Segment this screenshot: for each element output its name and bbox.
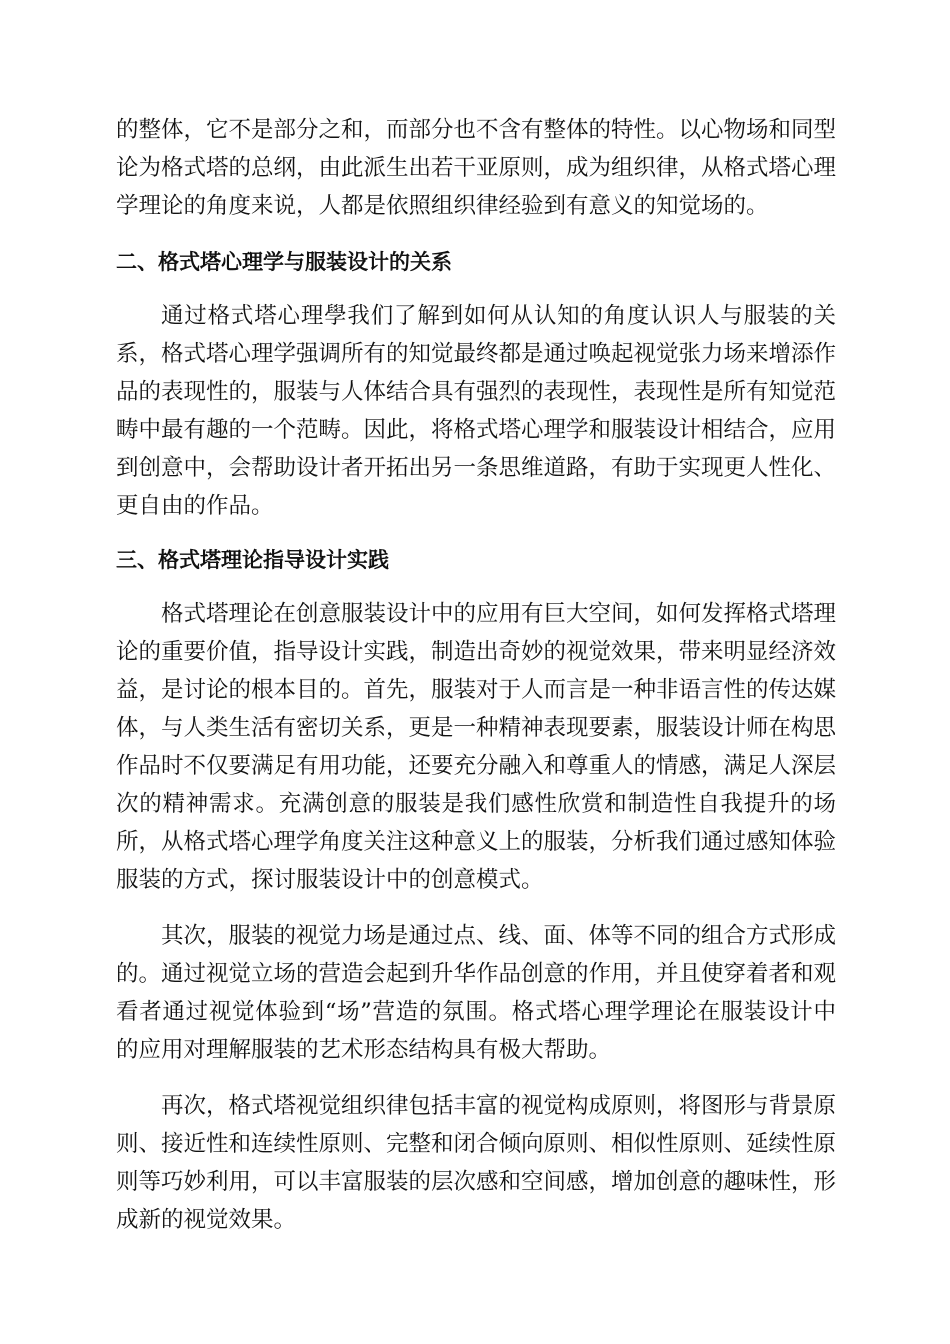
section-two-line-4: 畴中最有趣的一个范畴。因此，将格式塔心理学和服装设计相结合，应用 xyxy=(116,417,837,443)
section-three-p1-line-8: 服装的方式，探讨服装设计中的创意模式。 xyxy=(116,867,544,893)
section-three-p3-line-2: 则、接近性和连续性原则、完整和闭合倾向原则、相似性原则、延续性原 xyxy=(116,1131,837,1157)
section-three-p3-line-1: 再次，格式塔视觉组织律包括丰富的视觉构成原则，将图形与背景原 xyxy=(161,1093,837,1119)
section-three-p2-line-3: 看者通过视觉体验到“场”营造的氛围。格式塔心理学理论在服装设计中 xyxy=(116,999,836,1025)
section-three-p2-line-1: 其次，服装的视觉力场是通过点、线、面、体等不同的组合方式形成 xyxy=(161,923,837,949)
section-three-p1-line-2: 论的重要价值，指导设计实践，制造出奇妙的视觉效果，带来明显经济效 xyxy=(116,639,837,665)
section-three-p1-line-7: 所，从格式塔心理学角度关注这种意义上的服装，分析我们通过感知体验 xyxy=(116,829,837,855)
section-three-p2-line-4: 的应用对理解服装的艺术形态结构具有极大帮助。 xyxy=(116,1037,612,1063)
section-three-p1-line-4: 体，与人类生活有密切关系，更是一种精神表现要素，服装设计师在构思 xyxy=(116,715,837,741)
section-three-p1-line-6: 次的精神需求。充满创意的服装是我们感性欣赏和制造性自我提升的场 xyxy=(116,791,836,817)
intro-line-3: 学理论的角度来说，人都是依照组织律经验到有意义的知觉场的。 xyxy=(116,193,769,219)
section-three-heading: 三、格式塔理论指导设计实践 xyxy=(116,548,389,572)
section-two-line-1: 通过格式塔心理學我们了解到如何从认知的角度认识人与服装的关 xyxy=(161,303,836,329)
intro-line-2: 论为格式塔的总纲，由此派生出若干亚原则，成为组织律，从格式塔心理 xyxy=(116,155,837,181)
section-two-line-6: 更自由的作品。 xyxy=(116,493,274,519)
section-three-p2-line-2: 的。通过视觉立场的营造会起到升华作品创意的作用，并且使穿着者和观 xyxy=(116,961,837,987)
section-three-p1-line-3: 益，是讨论的根本目的。首先，服装对于人而言是一种非语言性的传达媒 xyxy=(116,677,837,703)
intro-line-1: 的整体，它不是部分之和，而部分也不含有整体的特性。以心物场和同型 xyxy=(116,117,837,143)
section-two-line-3: 品的表现性的，服装与人体结合具有强烈的表现性，表现性是所有知觉范 xyxy=(116,379,837,405)
section-two-heading: 二、格式塔心理学与服装设计的关系 xyxy=(116,250,452,274)
section-three-p3-line-3: 则等巧妙利用，可以丰富服装的层次感和空间感，增加创意的趣味性，形 xyxy=(116,1169,837,1195)
section-two-line-2: 系，格式塔心理学强调所有的知觉最终都是通过唤起视觉张力场来增添作 xyxy=(116,341,837,367)
section-three-p1-line-5: 作品时不仅要满足有用功能，还要充分融入和尊重人的情感，满足人深层 xyxy=(116,753,837,779)
section-three-p1-line-1: 格式塔理论在创意服装设计中的应用有巨大空间，如何发挥格式塔理 xyxy=(161,601,837,627)
section-two-line-5: 到创意中，会帮助设计者开拓出另一条思维道路，有助于实现更人性化、 xyxy=(116,455,837,481)
section-three-p3-line-4: 成新的视觉效果。 xyxy=(116,1207,297,1233)
